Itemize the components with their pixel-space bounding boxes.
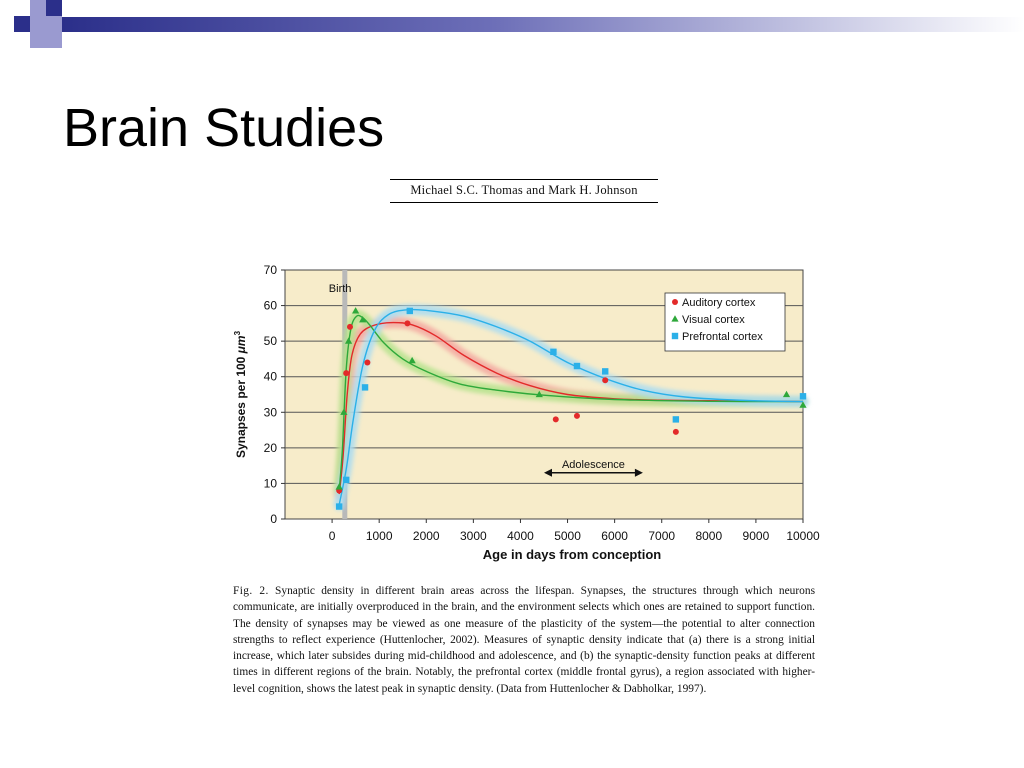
y-tick-label: 70 — [263, 263, 277, 277]
y-tick-label: 60 — [263, 298, 277, 313]
synaptic-density-chart — [225, 255, 825, 575]
decoration-gradient-bar — [62, 17, 1024, 32]
chart-legend — [665, 293, 785, 351]
legend-label: Auditory cortex — [682, 297, 756, 309]
x-tick-label: 6000 — [601, 529, 628, 543]
decoration-square — [14, 16, 30, 32]
legend-item-visual — [671, 314, 745, 326]
birth-label: Birth — [328, 283, 352, 295]
x-tick-label: 0 — [328, 529, 336, 543]
auditory-data-point — [343, 370, 349, 376]
y-axis-label-main: Synapses per 100 — [234, 353, 248, 459]
x-tick-label: 3000 — [460, 529, 487, 543]
prefrontal-data-point — [574, 363, 580, 369]
figure-caption — [233, 583, 815, 697]
decoration-square — [30, 0, 46, 16]
prefrontal-data-point — [550, 349, 556, 355]
figure-caption-text: Synaptic density in different brain areas across the lifespan. Synapses, the structures through which neurons communicate, are initially overproduced in the brain, and the environment selects which ones are retained to support function. The density of synapses may be viewed as one measure of the plasticity of the system—the potential to alter connection strengths to reflect experience (Huttenlocher, 2002). Measures of synaptic density indicate that (a) there is a strong initial increase, which later subsides during mid-childhood and adolescence, and (b) the synaptic-density function peaks at different times in different regions of the brain. Notably, the prefrontal cortex (middle frontal gyrus), a region associated with higher-level cognition, shows the latest peak in synaptic density. (Data from Huttenlocher & Dabholkar, 1997). — [233, 585, 815, 695]
x-tick-label: 4000 — [507, 529, 534, 543]
x-tick-label: 7000 — [648, 529, 676, 543]
y-axis-label-exponent: 3 — [233, 330, 242, 336]
y-tick-label: 10 — [263, 476, 277, 491]
slide-title: Brain Studies — [63, 98, 385, 158]
auditory-data-point — [574, 413, 580, 419]
y-axis-label-unit: μm — [234, 335, 248, 354]
legend-label: Prefrontal cortex — [682, 331, 763, 343]
article-byline: Michael S.C. Thomas and Mark H. Johnson — [390, 179, 658, 203]
prefrontal-data-point — [336, 503, 342, 509]
title-decoration — [0, 0, 1024, 60]
adolescence-label: Adolescence — [561, 458, 625, 471]
x-tick-label: 1000 — [365, 529, 393, 543]
decoration-square — [46, 0, 62, 16]
x-axis-label: Age in days from conception — [482, 547, 662, 562]
auditory-data-point — [364, 359, 370, 365]
legend-label: Visual cortex — [682, 314, 745, 326]
legend-item-auditory — [672, 297, 756, 309]
prefrontal-data-point — [343, 477, 349, 483]
y-tick-label: 40 — [263, 369, 277, 384]
x-axis-ticks — [329, 519, 820, 543]
prefrontal-data-point — [602, 368, 608, 374]
auditory-data-point — [404, 320, 410, 326]
y-tick-label: 30 — [263, 405, 277, 420]
prefrontal-data-point — [800, 393, 806, 399]
decoration-square — [46, 32, 62, 48]
y-tick-label: 50 — [263, 334, 277, 349]
x-tick-label: 10000 — [786, 529, 820, 543]
decoration-square — [30, 16, 62, 32]
legend-marker-prefrontal — [672, 333, 678, 339]
x-tick-label: 5000 — [554, 529, 581, 543]
auditory-data-point — [673, 429, 679, 435]
x-tick-label: 8000 — [695, 529, 723, 543]
legend-item-prefrontal — [672, 331, 763, 343]
y-axis-ticks — [264, 263, 285, 526]
x-tick-label: 9000 — [742, 529, 770, 543]
y-tick-label: 20 — [263, 440, 277, 455]
y-axis-label — [233, 330, 248, 458]
auditory-data-point — [553, 416, 559, 422]
x-tick-label: 2000 — [412, 529, 440, 543]
prefrontal-data-point — [407, 308, 413, 314]
auditory-data-point — [347, 324, 353, 330]
figure-caption-label: Fig. 2. — [233, 585, 269, 597]
auditory-data-point — [602, 377, 608, 383]
decoration-square — [30, 32, 46, 48]
prefrontal-data-point — [362, 384, 368, 390]
y-tick-label: 0 — [270, 512, 277, 526]
legend-marker-auditory — [672, 299, 678, 305]
prefrontal-data-point — [673, 416, 679, 422]
